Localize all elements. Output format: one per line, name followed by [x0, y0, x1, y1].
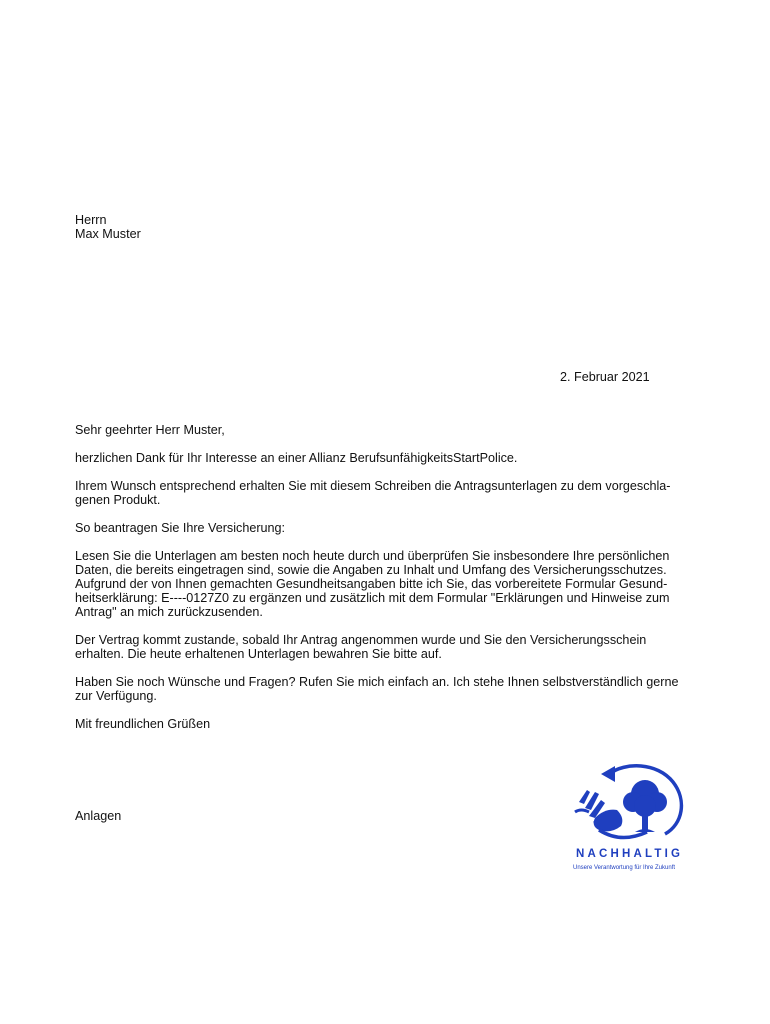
paragraph-instructions — [75, 549, 695, 619]
paragraph-contract — [75, 633, 695, 661]
text-line: Der Vertrag kommt zustande, sobald Ihr Antrag angenommen wurde und Sie den Versicherungsschein — [75, 633, 647, 647]
text-line: Ihrem Wunsch entsprechend erhalten Sie mit diesem Schreiben die Antragsunterlagen zu dem vorgeschla- — [75, 479, 671, 493]
text-line: genen Produkt. — [75, 493, 161, 507]
logo-wordmark: NACHHALTIG — [576, 848, 684, 860]
letter-body — [75, 423, 695, 745]
text-line: Antrag" an mich zurückzusenden. — [75, 605, 263, 619]
recipient-address — [75, 213, 141, 241]
paragraph-questions — [75, 675, 695, 703]
letter-date: 2. Februar 2021 — [560, 370, 650, 384]
text-line: Aufgrund der von Ihnen gemachten Gesundheitsangaben bitte ich Sie, das vorbereitete Formular Gesund- — [75, 577, 668, 591]
text-line: zur Verfügung. — [75, 689, 157, 703]
text-line: Haben Sie noch Wünsche und Fragen? Rufen Sie mich einfach an. Ich stehe Ihnen selbstverständlich gerne — [75, 675, 679, 689]
greeting: Sehr geehrter Herr Muster, — [75, 423, 225, 437]
text-line: Daten, die bereits eingetragen sind, sowie die Angaben zu Inhalt und Umfang des Versicherungsschutzes. — [75, 563, 667, 577]
text-line: Lesen Sie die Unterlagen am besten noch heute durch und überprüfen Sie insbesondere Ihre persönlichen — [75, 549, 670, 563]
paragraph-howto-heading: So beantragen Sie Ihre Versicherung: — [75, 521, 286, 535]
text-line: heitserklärung: E----0127Z0 zu ergänzen und zusätzlich mit dem Formular "Erklärungen und Hinweise zum — [75, 591, 670, 605]
paragraph-documents — [75, 479, 695, 507]
text-line: erhalten. Die heute erhaltenen Unterlagen bewahren Sie bitte auf. — [75, 647, 442, 661]
paragraph-thanks: herzlichen Dank für Ihr Interesse an einer Allianz BerufsunfähigkeitsStartPolice. — [75, 451, 518, 465]
recipient-name: Max Muster — [75, 227, 141, 241]
recipient-salutation: Herrn — [75, 213, 107, 227]
logo-tagline: Unsere Verantwortung für Ihre Zukunft — [573, 865, 676, 871]
enclosures-label: Anlagen — [75, 809, 122, 823]
closing: Mit freundlichen Grüßen — [75, 717, 211, 731]
